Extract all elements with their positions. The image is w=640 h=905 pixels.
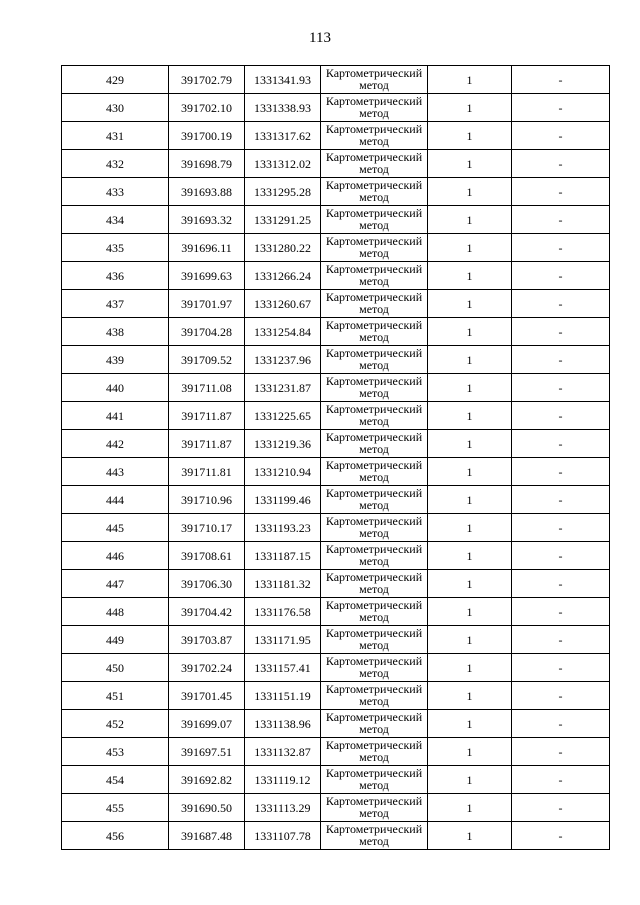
point-number-cell: 444 (62, 486, 169, 514)
method-line-1: Картометрический (325, 346, 423, 360)
note-cell: - (512, 94, 610, 122)
x-coordinate-cell: 391708.61 (169, 542, 245, 570)
accuracy-cell: 1 (428, 598, 512, 626)
accuracy-cell: 1 (428, 178, 512, 206)
method-line-1: Картометрический (325, 178, 423, 192)
method-cell (321, 234, 428, 262)
y-coordinate-cell: 1331266.24 (245, 262, 321, 290)
accuracy-cell: 1 (428, 794, 512, 822)
x-coordinate-cell: 391692.82 (169, 766, 245, 794)
x-coordinate-cell: 391703.87 (169, 626, 245, 654)
x-coordinate-cell: 391700.19 (169, 122, 245, 150)
method-cell (321, 458, 428, 486)
note-cell: - (512, 458, 610, 486)
method-line-2: метод (359, 414, 389, 428)
y-coordinate-cell: 1331181.32 (245, 570, 321, 598)
note-cell: - (512, 710, 610, 738)
table-row (62, 346, 610, 374)
y-coordinate-cell: 1331119.12 (245, 766, 321, 794)
point-number-cell: 433 (62, 178, 169, 206)
x-coordinate-cell: 391711.87 (169, 402, 245, 430)
y-coordinate-cell: 1331260.67 (245, 290, 321, 318)
table-row (62, 122, 610, 150)
accuracy-cell: 1 (428, 738, 512, 766)
method-cell (321, 794, 428, 822)
accuracy-cell: 1 (428, 766, 512, 794)
accuracy-cell: 1 (428, 234, 512, 262)
method-line-1: Картометрический (325, 682, 423, 696)
method-line-1: Картометрический (325, 598, 423, 612)
method-cell (321, 542, 428, 570)
accuracy-cell: 1 (428, 710, 512, 738)
note-cell: - (512, 290, 610, 318)
method-line-1: Картометрический (325, 458, 423, 472)
method-line-1: Картометрический (325, 94, 423, 108)
note-cell: - (512, 570, 610, 598)
note-cell: - (512, 822, 610, 850)
point-number-cell: 456 (62, 822, 169, 850)
x-coordinate-cell: 391711.81 (169, 458, 245, 486)
method-line-1: Картометрический (325, 402, 423, 416)
coordinates-table (61, 65, 610, 850)
table-row (62, 66, 610, 94)
method-cell (321, 766, 428, 794)
point-number-cell: 449 (62, 626, 169, 654)
y-coordinate-cell: 1331132.87 (245, 738, 321, 766)
table-row (62, 486, 610, 514)
method-line-2: метод (359, 834, 389, 848)
point-number-cell: 430 (62, 94, 169, 122)
method-line-1: Картометрический (325, 374, 423, 388)
method-line-1: Картометрический (325, 318, 423, 332)
accuracy-cell: 1 (428, 430, 512, 458)
y-coordinate-cell: 1331113.29 (245, 794, 321, 822)
y-coordinate-cell: 1331176.58 (245, 598, 321, 626)
method-line-1: Картометрический (325, 262, 423, 276)
accuracy-cell: 1 (428, 66, 512, 94)
method-cell (321, 206, 428, 234)
method-line-1: Картометрический (325, 822, 423, 836)
note-cell: - (512, 234, 610, 262)
table-row (62, 542, 610, 570)
method-line-2: метод (359, 218, 389, 232)
accuracy-cell: 1 (428, 654, 512, 682)
x-coordinate-cell: 391702.79 (169, 66, 245, 94)
y-coordinate-cell: 1331210.94 (245, 458, 321, 486)
method-line-2: метод (359, 358, 389, 372)
accuracy-cell: 1 (428, 682, 512, 710)
accuracy-cell: 1 (428, 150, 512, 178)
method-line-1: Картометрический (325, 290, 423, 304)
point-number-cell: 451 (62, 682, 169, 710)
method-line-1: Картометрический (325, 738, 423, 752)
accuracy-cell: 1 (428, 346, 512, 374)
method-line-1: Картометрический (325, 710, 423, 724)
accuracy-cell: 1 (428, 262, 512, 290)
x-coordinate-cell: 391699.63 (169, 262, 245, 290)
y-coordinate-cell: 1331280.22 (245, 234, 321, 262)
accuracy-cell: 1 (428, 402, 512, 430)
method-cell (321, 514, 428, 542)
table-row (62, 822, 610, 850)
method-cell (321, 598, 428, 626)
point-number-cell: 454 (62, 766, 169, 794)
y-coordinate-cell: 1331312.02 (245, 150, 321, 178)
method-line-2: метод (359, 666, 389, 680)
method-line-2: метод (359, 470, 389, 484)
accuracy-cell: 1 (428, 318, 512, 346)
x-coordinate-cell: 391690.50 (169, 794, 245, 822)
x-coordinate-cell: 391704.42 (169, 598, 245, 626)
method-line-2: метод (359, 722, 389, 736)
x-coordinate-cell: 391701.97 (169, 290, 245, 318)
coordinates-table-body (62, 66, 610, 850)
table-row (62, 206, 610, 234)
note-cell: - (512, 122, 610, 150)
point-number-cell: 442 (62, 430, 169, 458)
point-number-cell: 455 (62, 794, 169, 822)
accuracy-cell: 1 (428, 570, 512, 598)
method-line-2: метод (359, 302, 389, 316)
y-coordinate-cell: 1331171.95 (245, 626, 321, 654)
method-line-2: метод (359, 442, 389, 456)
x-coordinate-cell: 391693.88 (169, 178, 245, 206)
table-row (62, 458, 610, 486)
note-cell: - (512, 654, 610, 682)
method-cell (321, 178, 428, 206)
note-cell: - (512, 206, 610, 234)
y-coordinate-cell: 1331157.41 (245, 654, 321, 682)
accuracy-cell: 1 (428, 94, 512, 122)
note-cell: - (512, 626, 610, 654)
table-row (62, 402, 610, 430)
method-line-2: метод (359, 694, 389, 708)
method-cell (321, 570, 428, 598)
method-line-2: метод (359, 190, 389, 204)
note-cell: - (512, 66, 610, 94)
method-line-1: Картометрический (325, 626, 423, 640)
method-cell (321, 94, 428, 122)
table-row (62, 682, 610, 710)
x-coordinate-cell: 391702.10 (169, 94, 245, 122)
x-coordinate-cell: 391711.87 (169, 430, 245, 458)
method-cell (321, 626, 428, 654)
method-line-2: метод (359, 106, 389, 120)
point-number-cell: 452 (62, 710, 169, 738)
table-row (62, 262, 610, 290)
accuracy-cell: 1 (428, 486, 512, 514)
method-cell (321, 262, 428, 290)
table-row (62, 794, 610, 822)
method-line-1: Картометрический (325, 430, 423, 444)
table-row (62, 94, 610, 122)
point-number-cell: 453 (62, 738, 169, 766)
y-coordinate-cell: 1331219.36 (245, 430, 321, 458)
y-coordinate-cell: 1331199.46 (245, 486, 321, 514)
point-number-cell: 436 (62, 262, 169, 290)
x-coordinate-cell: 391711.08 (169, 374, 245, 402)
note-cell: - (512, 318, 610, 346)
y-coordinate-cell: 1331338.93 (245, 94, 321, 122)
point-number-cell: 429 (62, 66, 169, 94)
y-coordinate-cell: 1331341.93 (245, 66, 321, 94)
y-coordinate-cell: 1331295.28 (245, 178, 321, 206)
method-line-1: Картометрический (325, 122, 423, 136)
accuracy-cell: 1 (428, 458, 512, 486)
accuracy-cell: 1 (428, 206, 512, 234)
y-coordinate-cell: 1331291.25 (245, 206, 321, 234)
y-coordinate-cell: 1331138.96 (245, 710, 321, 738)
y-coordinate-cell: 1331231.87 (245, 374, 321, 402)
y-coordinate-cell: 1331317.62 (245, 122, 321, 150)
point-number-cell: 438 (62, 318, 169, 346)
method-cell (321, 122, 428, 150)
method-line-2: метод (359, 806, 389, 820)
method-line-2: метод (359, 526, 389, 540)
method-cell (321, 290, 428, 318)
point-number-cell: 439 (62, 346, 169, 374)
y-coordinate-cell: 1331193.23 (245, 514, 321, 542)
point-number-cell: 448 (62, 598, 169, 626)
note-cell: - (512, 514, 610, 542)
method-line-2: метод (359, 778, 389, 792)
point-number-cell: 446 (62, 542, 169, 570)
note-cell: - (512, 150, 610, 178)
x-coordinate-cell: 391710.17 (169, 514, 245, 542)
point-number-cell: 431 (62, 122, 169, 150)
y-coordinate-cell: 1331225.65 (245, 402, 321, 430)
accuracy-cell: 1 (428, 822, 512, 850)
point-number-cell: 437 (62, 290, 169, 318)
point-number-cell: 434 (62, 206, 169, 234)
method-line-2: метод (359, 78, 389, 92)
method-cell (321, 430, 428, 458)
method-line-2: метод (359, 498, 389, 512)
accuracy-cell: 1 (428, 626, 512, 654)
page-number: 113 (309, 30, 331, 46)
x-coordinate-cell: 391687.48 (169, 822, 245, 850)
method-cell (321, 822, 428, 850)
point-number-cell: 445 (62, 514, 169, 542)
point-number-cell: 440 (62, 374, 169, 402)
x-coordinate-cell: 391706.30 (169, 570, 245, 598)
y-coordinate-cell: 1331187.15 (245, 542, 321, 570)
method-line-2: метод (359, 554, 389, 568)
accuracy-cell: 1 (428, 374, 512, 402)
method-cell (321, 486, 428, 514)
x-coordinate-cell: 391702.24 (169, 654, 245, 682)
x-coordinate-cell: 391693.32 (169, 206, 245, 234)
note-cell: - (512, 178, 610, 206)
point-number-cell: 450 (62, 654, 169, 682)
note-cell: - (512, 598, 610, 626)
table-row (62, 710, 610, 738)
method-cell (321, 374, 428, 402)
method-line-1: Картометрический (325, 766, 423, 780)
note-cell: - (512, 430, 610, 458)
note-cell: - (512, 262, 610, 290)
method-line-2: метод (359, 274, 389, 288)
method-line-1: Картометрический (325, 66, 423, 80)
method-cell (321, 150, 428, 178)
table-row (62, 766, 610, 794)
x-coordinate-cell: 391709.52 (169, 346, 245, 374)
method-cell (321, 738, 428, 766)
method-cell (321, 402, 428, 430)
table-row (62, 654, 610, 682)
y-coordinate-cell: 1331254.84 (245, 318, 321, 346)
method-line-2: метод (359, 134, 389, 148)
note-cell: - (512, 374, 610, 402)
table-row (62, 178, 610, 206)
point-number-cell: 432 (62, 150, 169, 178)
method-cell (321, 318, 428, 346)
method-line-1: Картометрический (325, 654, 423, 668)
method-cell (321, 346, 428, 374)
method-line-2: метод (359, 162, 389, 176)
point-number-cell: 441 (62, 402, 169, 430)
point-number-cell: 435 (62, 234, 169, 262)
table-row (62, 318, 610, 346)
accuracy-cell: 1 (428, 542, 512, 570)
note-cell: - (512, 402, 610, 430)
table-row (62, 514, 610, 542)
y-coordinate-cell: 1331237.96 (245, 346, 321, 374)
method-line-1: Картометрический (325, 234, 423, 248)
table-row (62, 626, 610, 654)
method-line-1: Картометрический (325, 514, 423, 528)
note-cell: - (512, 542, 610, 570)
accuracy-cell: 1 (428, 122, 512, 150)
method-cell (321, 66, 428, 94)
method-cell (321, 654, 428, 682)
point-number-cell: 447 (62, 570, 169, 598)
method-line-2: метод (359, 330, 389, 344)
method-cell (321, 710, 428, 738)
note-cell: - (512, 682, 610, 710)
x-coordinate-cell: 391696.11 (169, 234, 245, 262)
y-coordinate-cell: 1331107.78 (245, 822, 321, 850)
x-coordinate-cell: 391697.51 (169, 738, 245, 766)
note-cell: - (512, 738, 610, 766)
method-line-1: Картометрический (325, 542, 423, 556)
y-coordinate-cell: 1331151.19 (245, 682, 321, 710)
accuracy-cell: 1 (428, 290, 512, 318)
point-number-cell: 443 (62, 458, 169, 486)
table-row (62, 234, 610, 262)
method-line-1: Картометрический (325, 486, 423, 500)
method-line-1: Картометрический (325, 570, 423, 584)
method-line-2: метод (359, 750, 389, 764)
table-row (62, 374, 610, 402)
note-cell: - (512, 346, 610, 374)
method-line-2: метод (359, 582, 389, 596)
method-cell (321, 682, 428, 710)
method-line-1: Картометрический (325, 206, 423, 220)
table-row (62, 570, 610, 598)
accuracy-cell: 1 (428, 514, 512, 542)
method-line-2: метод (359, 386, 389, 400)
table-row (62, 430, 610, 458)
method-line-2: метод (359, 638, 389, 652)
table-row (62, 738, 610, 766)
method-line-1: Картометрический (325, 794, 423, 808)
note-cell: - (512, 766, 610, 794)
method-line-2: метод (359, 610, 389, 624)
method-line-2: метод (359, 246, 389, 260)
method-line-1: Картометрический (325, 150, 423, 164)
x-coordinate-cell: 391699.07 (169, 710, 245, 738)
x-coordinate-cell: 391710.96 (169, 486, 245, 514)
note-cell: - (512, 794, 610, 822)
note-cell: - (512, 486, 610, 514)
x-coordinate-cell: 391701.45 (169, 682, 245, 710)
x-coordinate-cell: 391698.79 (169, 150, 245, 178)
table-row (62, 290, 610, 318)
table-row (62, 150, 610, 178)
table-row (62, 598, 610, 626)
x-coordinate-cell: 391704.28 (169, 318, 245, 346)
